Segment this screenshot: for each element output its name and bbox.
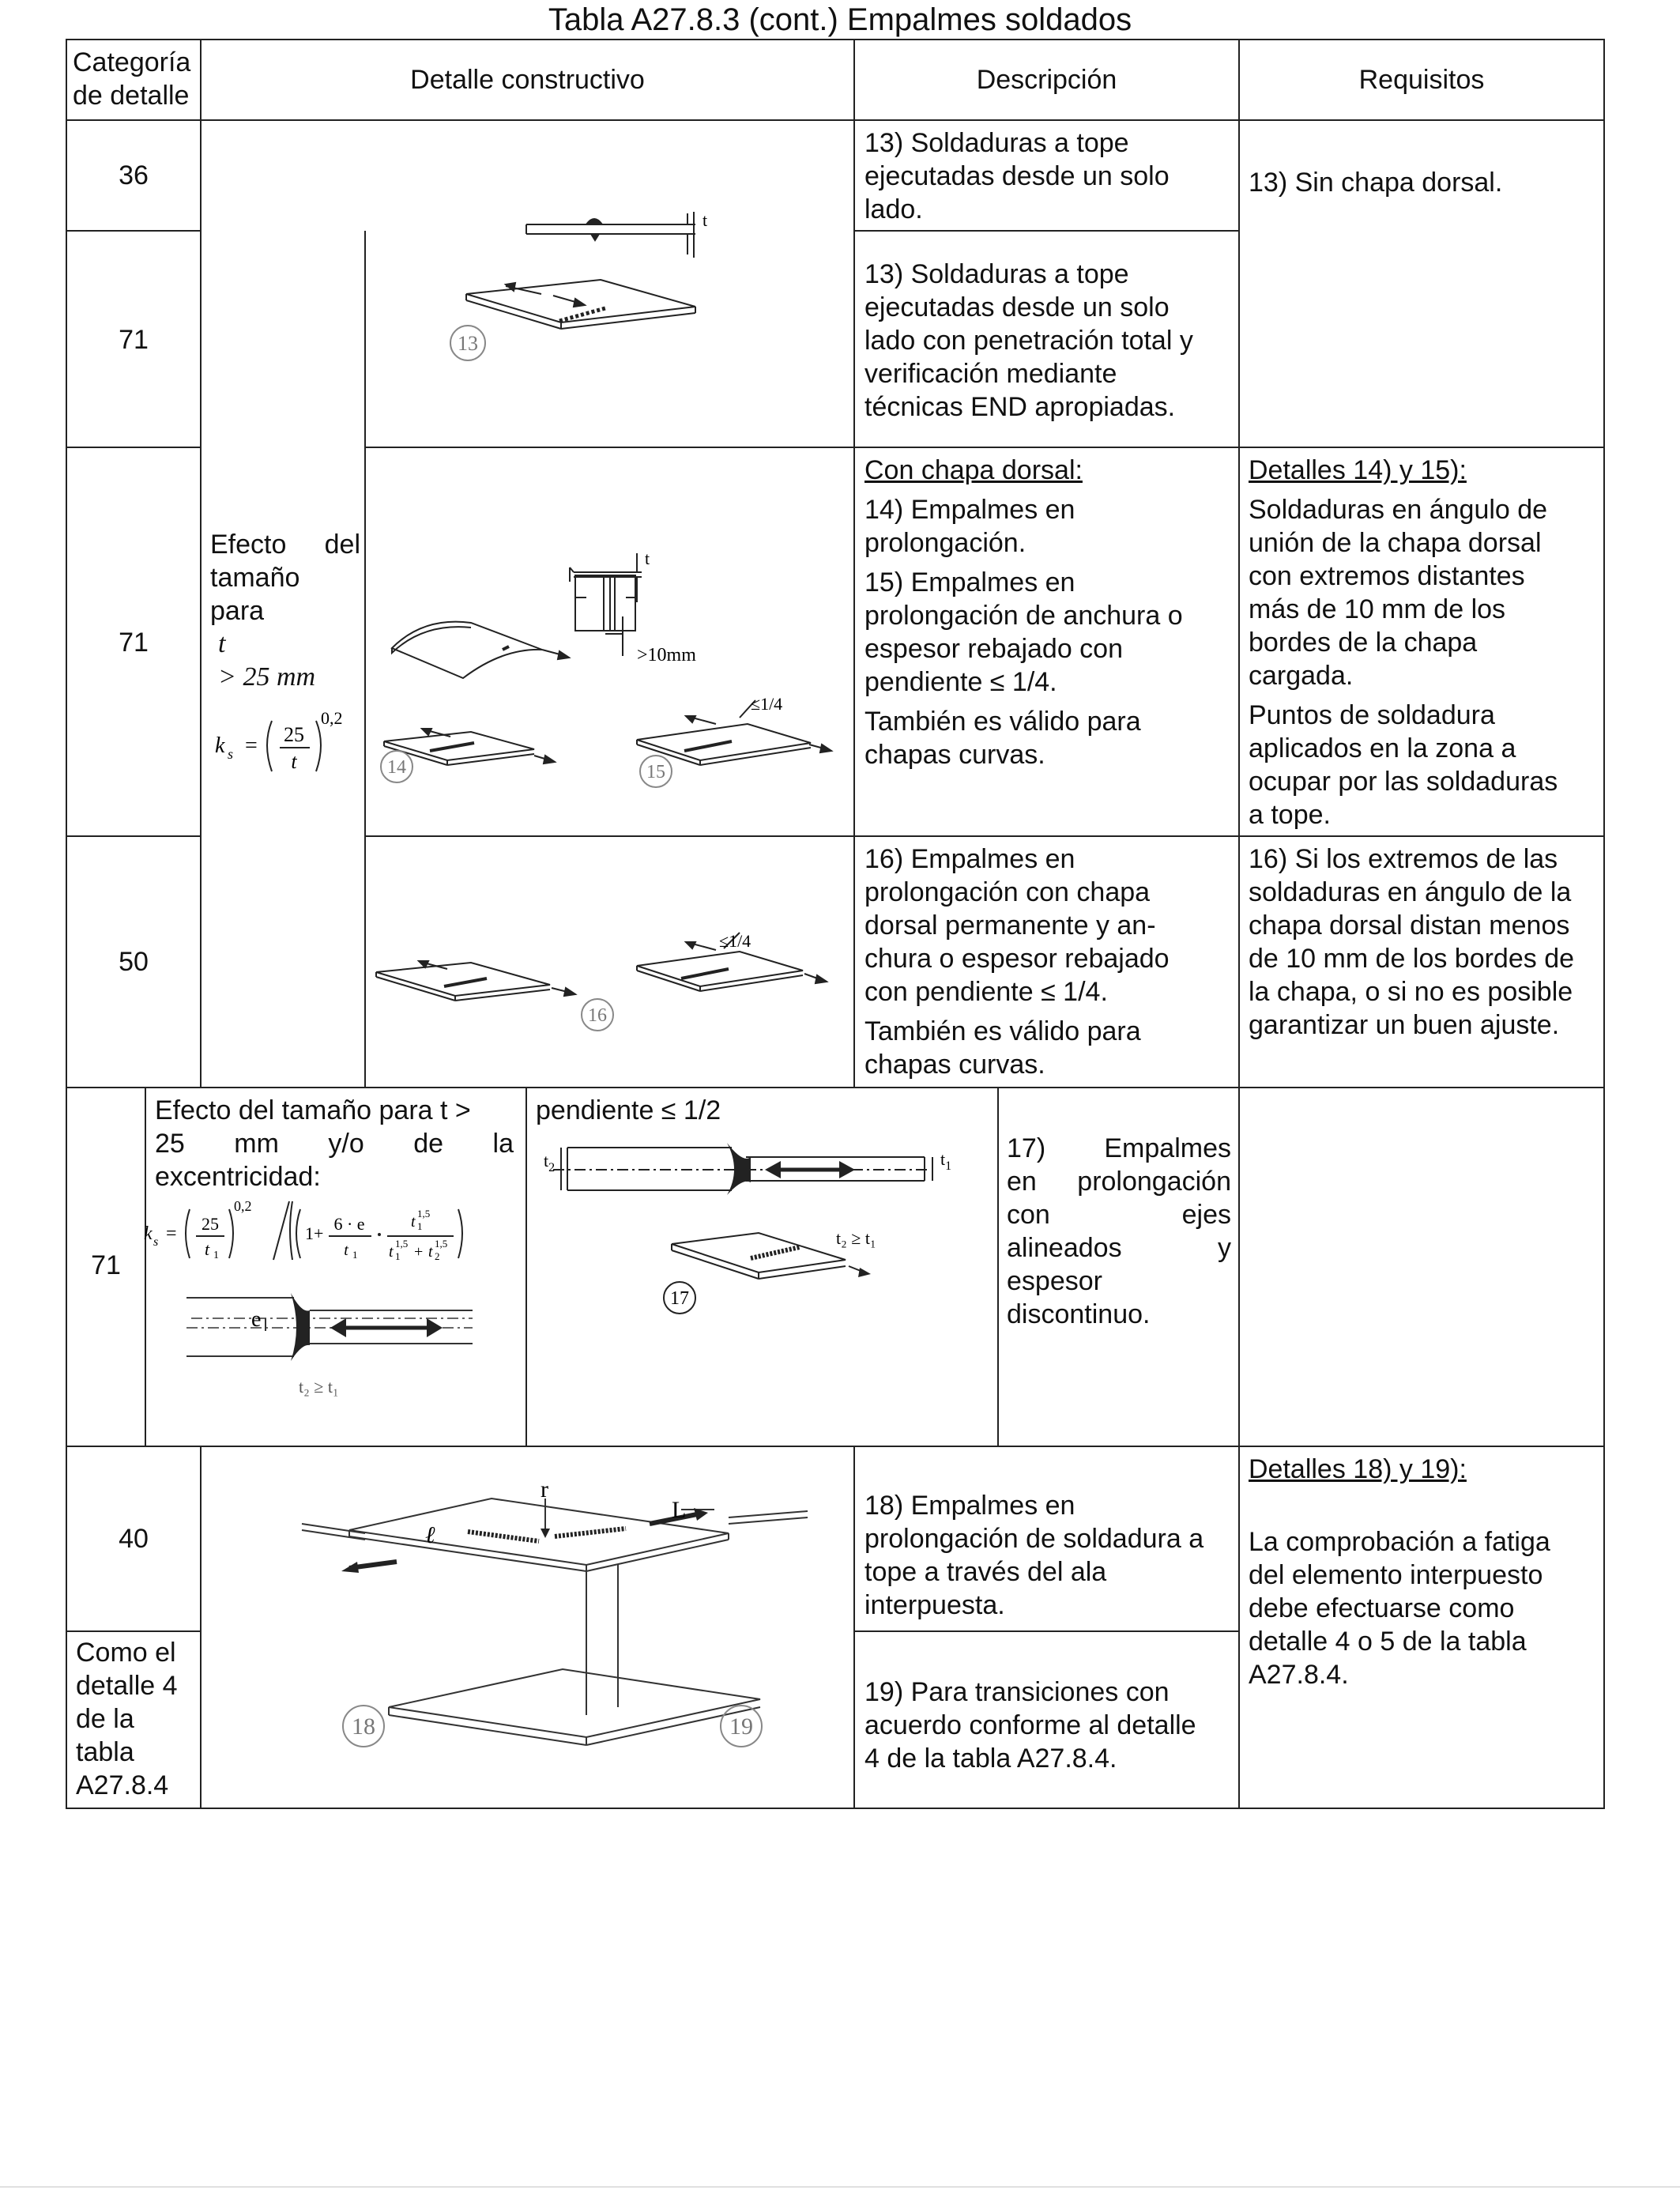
row5-desc-line-4: alineados y — [1007, 1233, 1231, 1263]
fig14-number: 14 — [387, 757, 406, 778]
row4-req-line-6: garantizar un buen ajuste. — [1249, 1010, 1560, 1040]
row6-req-line-3: debe efectuarse como — [1249, 1593, 1515, 1623]
row7-desc-line-3: 4 de la tabla A27.8.4. — [864, 1744, 1117, 1774]
row4-desc-line-1: 16) Empalmes en — [864, 844, 1075, 874]
fig17-t2-label: $t_2$ — [544, 1151, 556, 1174]
row5-desc-line-2: en prolongación — [1007, 1167, 1231, 1197]
row3-req-line-7: Puntos de soldadura — [1249, 700, 1495, 730]
ks2-eq: = — [166, 1223, 177, 1244]
fig13-number: 13 — [458, 332, 478, 355]
fig18-L-label: L — [672, 1497, 687, 1523]
row2-desc-line-1: 13) Soldaduras a tope — [864, 259, 1129, 289]
row3-desc-line-8: chapas curvas. — [864, 740, 1045, 770]
row3-req-heading: Detalles 14) y 15): — [1249, 455, 1467, 485]
ks2-den-a: t — [389, 1243, 394, 1261]
ks-25: 25 — [284, 723, 304, 746]
row5-desc-line-6: discontinuo. — [1007, 1299, 1151, 1329]
row1-requisitos: 13) Sin chapa dorsal. — [1249, 168, 1503, 198]
row1-categoria: 36 — [119, 160, 149, 190]
fig16-slope-label: ≤1/4 — [719, 931, 751, 951]
fig15-slope-label: ≤1/4 — [751, 694, 783, 714]
header-descripcion: Descripción — [976, 65, 1117, 95]
ks2-symbol: k — [144, 1223, 153, 1244]
fig17-t1-label: $t_1$ — [940, 1149, 952, 1173]
row3-desc-line-5: espesor rebajado con — [864, 634, 1124, 664]
row4-desc-line-7: chapas curvas. — [864, 1050, 1045, 1080]
row3-desc-line-2: prolongación. — [864, 528, 1026, 558]
row2-desc-line-5: técnicas END apropiadas. — [864, 392, 1176, 422]
size-effect-word-3: tamaño — [210, 563, 300, 593]
row4-desc-line-6: También es válido para — [864, 1016, 1141, 1046]
row3-desc-line-7: También es válido para — [864, 707, 1141, 737]
ks-formula-2 — [142, 1195, 522, 1271]
row3-desc-line-6: pendiente ≤ 1/4. — [864, 667, 1057, 697]
row3-categoria: 71 — [119, 628, 149, 658]
page-title: Tabla A27.8.3 (cont.) Empalmes soldados — [548, 2, 1132, 37]
row1-descripcion — [864, 126, 1236, 226]
ks2-den-a-sub: 1 — [395, 1250, 401, 1262]
ks-formula-1 — [212, 703, 362, 790]
size-effect-note — [210, 528, 360, 694]
fig18-ell-label: ℓ — [425, 1522, 435, 1548]
row3-req-line-9: ocupar por las soldaduras — [1249, 767, 1558, 797]
row4-desc-line-2: prolongación con chapa — [864, 877, 1151, 907]
row4-req-line-3: chapa dorsal distan menos — [1249, 910, 1570, 941]
row3-desc-line-1: 14) Empalmes en — [864, 495, 1075, 525]
row3-requisitos — [1249, 454, 1601, 831]
row7-descripcion — [864, 1676, 1236, 1775]
header-detalle: Detalle constructivo — [410, 65, 645, 95]
size-effect-t: t — [218, 629, 226, 658]
row7-cat-line-2: detalle 4 — [76, 1671, 178, 1701]
row4-desc-line-5: con pendiente ≤ 1/4. — [864, 977, 1108, 1007]
row1-desc-line-2: ejecutadas desde un solo — [864, 161, 1170, 191]
row3-req-line-4: más de 10 mm de los — [1249, 594, 1506, 624]
header-categoria — [73, 46, 199, 112]
row6-desc-line-3: tope a través del ala — [864, 1557, 1107, 1587]
figure-eccentric-joint — [175, 1282, 507, 1400]
row5-categoria: 71 — [91, 1250, 121, 1280]
size-effect-word-2: del — [324, 530, 360, 560]
ks2-den-plus: + — [414, 1243, 424, 1261]
ks2-num-exp: 1,5 — [417, 1208, 431, 1220]
row3-req-line-3: con extremos distantes — [1249, 561, 1525, 591]
figure-16 — [368, 917, 842, 1051]
row2-desc-line-3: lado con penetración total y — [864, 326, 1193, 356]
row7-desc-line-2: acuerdo conforme al detalle — [864, 1710, 1196, 1740]
ks-sub: s — [228, 746, 234, 762]
row6-desc-line-1: 18) Empalmes en — [864, 1491, 1075, 1521]
fig16-number: 16 — [588, 1005, 607, 1026]
row5-descripcion — [1007, 1132, 1231, 1331]
ks-eq: = — [245, 733, 258, 758]
row5-slope-label: pendiente ≤ 1/2 — [536, 1095, 721, 1125]
fig18-number: 18 — [352, 1713, 375, 1740]
row6-desc-line-4: interpuesta. — [864, 1590, 1005, 1620]
row3-req-line-1: Soldaduras en ángulo de — [1249, 495, 1548, 525]
row4-req-line-1: 16) Si los extremos de las — [1249, 844, 1558, 874]
row2-descripcion — [864, 258, 1236, 424]
figure-18-19 — [207, 1486, 849, 1802]
row3-desc-line-3: 15) Empalmes en — [864, 567, 1075, 598]
ks2-t1-sub: 1 — [213, 1250, 219, 1261]
ks2-one-plus: 1+ — [305, 1223, 324, 1243]
header-categoria-line-1: Categoría — [73, 47, 191, 77]
eccentric-t2-ge-t1: t₂ ≥ t₁ — [299, 1377, 339, 1397]
ks2-num-t1-sub: 1 — [417, 1220, 423, 1232]
row7-categoria — [76, 1636, 199, 1802]
row3-desc-line-4: prolongación de anchura o — [864, 601, 1183, 631]
ks2-6e: 6 · e — [333, 1214, 365, 1234]
fig19-number: 19 — [729, 1713, 753, 1740]
fig17-t2-ge-t1: t₂ ≥ t₁ — [836, 1228, 876, 1248]
ks-exp: 0,2 — [321, 708, 343, 728]
fig14-t-label: t — [645, 548, 650, 568]
row3-desc-heading: Con chapa dorsal: — [864, 455, 1083, 485]
row3-req-line-2: unión de la chapa dorsal — [1249, 528, 1542, 558]
ks2-sub: s — [153, 1235, 159, 1249]
row4-descripcion — [864, 843, 1236, 1081]
row6-requisitos — [1249, 1453, 1601, 1691]
row5-size-line-1: Efecto del tamaño para t > — [155, 1095, 471, 1125]
row6-descripcion — [864, 1489, 1236, 1622]
ks2-exp: 0,2 — [234, 1198, 252, 1214]
ks2-25: 25 — [202, 1214, 219, 1234]
fig18-r-label: r — [541, 1486, 548, 1502]
row4-req-line-4: de 10 mm de los bordes de — [1249, 944, 1575, 974]
fig15-number: 15 — [646, 762, 665, 782]
row6-req-line-1: La comprobación a fatiga — [1249, 1527, 1550, 1557]
row4-categoria: 50 — [119, 947, 149, 977]
row4-requisitos — [1249, 843, 1601, 1042]
ks2-den-t1-sub: 1 — [352, 1249, 358, 1261]
ks2-den-b-exp: 1,5 — [435, 1238, 448, 1250]
size-effect-threshold: > 25 mm — [218, 662, 316, 692]
row5-size-effect — [155, 1094, 514, 1193]
row3-req-line-10: a tope. — [1249, 800, 1331, 830]
row6-desc-line-2: prolongación de soldadura a — [864, 1524, 1204, 1554]
eccentricity-e-label: e — [251, 1307, 262, 1332]
row5-desc-line-5: espesor — [1007, 1266, 1102, 1296]
row7-cat-line-1: Como el — [76, 1638, 176, 1668]
row3-req-line-8: aplicados en la zona a — [1249, 733, 1516, 763]
row1-desc-line-3: lado. — [864, 194, 923, 224]
header-requisitos: Requisitos — [1358, 65, 1485, 95]
row2-desc-line-2: ejecutadas desde un solo — [864, 292, 1170, 322]
row6-req-line-2: del elemento interpuesto — [1249, 1560, 1543, 1590]
row7-desc-line-1: 19) Para transiciones con — [864, 1677, 1170, 1707]
ks2-t1: t — [204, 1239, 210, 1259]
size-effect-word-1: Efecto — [210, 530, 287, 560]
row3-req-line-6: cargada. — [1249, 661, 1354, 691]
ks2-den-b: t — [428, 1243, 433, 1261]
row6-req-heading: Detalles 18) y 19): — [1249, 1454, 1467, 1484]
row3-descripcion — [864, 454, 1236, 771]
figure-17 — [529, 1125, 996, 1323]
row3-req-line-5: bordes de la chapa — [1249, 628, 1478, 658]
row5-size-line-2: 25 mm y/o de la — [155, 1129, 514, 1159]
ks2-den-t1: t — [344, 1242, 348, 1259]
ks-t: t — [291, 750, 297, 773]
row4-req-line-5: la chapa, o si no es posible — [1249, 977, 1573, 1007]
ks-symbol: k — [215, 733, 225, 758]
header-categoria-line-2: de detalle — [73, 81, 190, 111]
row2-desc-line-4: verificación mediante — [864, 359, 1117, 389]
row7-cat-line-3: de la — [76, 1704, 134, 1734]
row6-categoria: 40 — [119, 1524, 149, 1554]
row7-cat-line-4: tabla — [76, 1737, 134, 1767]
row5-desc-line-1: 17) Empalmes — [1007, 1133, 1231, 1163]
row6-req-line-5: A27.8.4. — [1249, 1660, 1349, 1690]
figure-14-15 — [368, 530, 850, 798]
figure-13 — [371, 190, 846, 371]
fig14-10mm-label: >10mm — [637, 645, 696, 665]
row4-desc-line-3: dorsal permanente y an- — [864, 910, 1156, 941]
row4-desc-line-4: chura o espesor rebajado — [864, 944, 1170, 974]
row1-desc-line-1: 13) Soldaduras a tope — [864, 128, 1129, 158]
ks2-den-b-sub: 2 — [435, 1250, 440, 1262]
row7-cat-line-5: A27.8.4 — [76, 1770, 169, 1800]
fig17-number: 17 — [670, 1288, 689, 1309]
row5-desc-line-3: con ejes — [1007, 1200, 1231, 1230]
ks2-num-t1: t — [411, 1213, 416, 1231]
size-effect-word-4: para — [210, 596, 265, 626]
row6-req-line-4: detalle 4 o 5 de la tabla — [1249, 1627, 1527, 1657]
page-bottom-divider — [0, 2186, 1680, 2188]
row4-req-line-2: soldaduras en ángulo de la — [1249, 877, 1572, 907]
ks2-den-a-exp: 1,5 — [395, 1238, 409, 1250]
row2-categoria: 71 — [119, 325, 149, 355]
fig13-t-label: t — [703, 210, 708, 230]
row5-size-line-3: excentricidad: — [155, 1162, 321, 1192]
